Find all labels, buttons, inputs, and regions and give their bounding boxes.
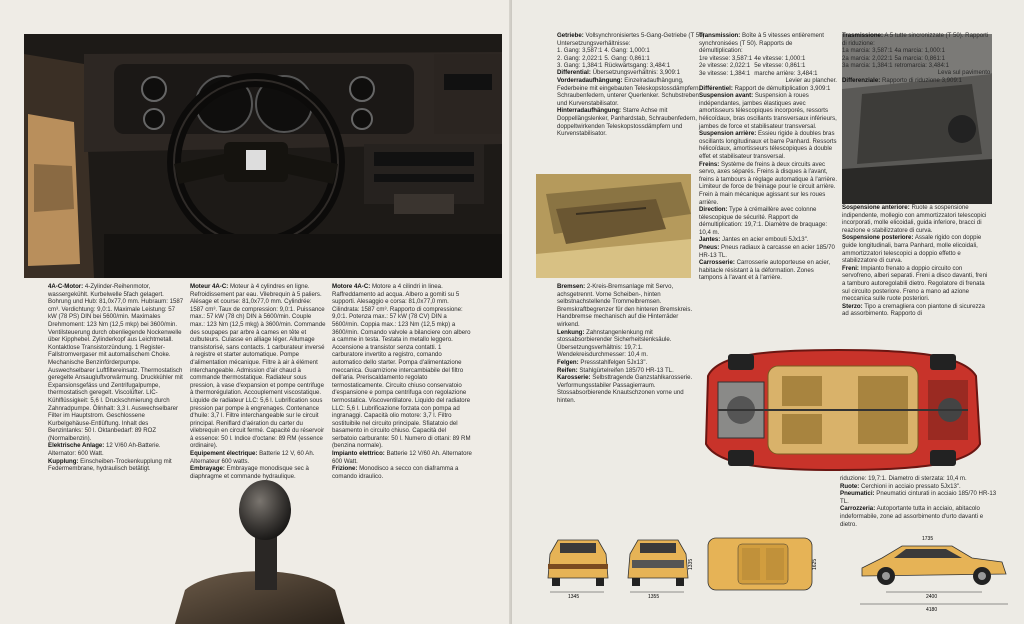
spec-text: Suspension à roues indépendantes, jambes élastiques avec amortisseurs télescopiques incorporés, ressorts hélicoïdaux, bras oscillants transversaux inférieurs, jambes de force et stabilisateur transversal. [699, 92, 837, 130]
gear-ratio-table [699, 55, 820, 77]
spec-text: Impianto frenato a doppio circuito con servofreno, alberi separati. Freni a disco davanti, freni a tamburo autoregolabili dietro. Regolatore di frenata sul circuito posteriore. Freno a mano ad azione meccanica sulle ruote posteriori. [842, 264, 988, 303]
rear-track-label: 1345 [568, 594, 580, 600]
height-label: 1335 [688, 558, 694, 570]
rear-interior-illustration [536, 174, 691, 278]
top-view-drawing [708, 538, 818, 590]
spec-heading: Felgen: [557, 358, 579, 366]
spec-heading: Sospensione anteriore: [842, 204, 910, 211]
spec-text: Starre Achse mit Doppellängslenker, Panhardstab, Schraubenfedern, doppeltwirkenden Teleskopstossdämpfern und Kurvenstabilisator. [557, 107, 697, 138]
spec-text: Einscheiben-Trockenkupplung mit Federmembrane, hydraulisch betätigt. [48, 457, 172, 473]
spec-text: Zahnstangenlenkung mit stossabsorbierender Sicherheitslenksäule. Übersetzungsverhältnis: 19,7:1. Wendekreisdurchmesser: 10,4 m. [557, 328, 672, 359]
french-engine-specs [190, 283, 326, 480]
spec-heading: Embrayage: [190, 465, 225, 473]
spec-text: Ruote a sospensione indipendente, mollegio con ammortizzatori telescopici incorporati, molle elicoidali, guida inferiore, bracci di reazione e stabilizzatore di curva. [842, 204, 987, 234]
gear-ratio: 4. Gang: 1,000:1 [604, 47, 650, 55]
dashboard-photo [24, 34, 502, 278]
spec-heading: Pneus: [699, 244, 720, 252]
spec-heading: Hinterradaufhängung: [557, 107, 621, 115]
gear-ratio-table [557, 47, 672, 69]
spec-text: Selbsttragende Ganzstahlkarosserie. Verformungsstabiler Passagierraum. Stossabsorbierende Knautschzonen vorne und hinten. [557, 374, 693, 404]
spec-text: 12 V/60 Ah-Batterie. Alternator: 600 Watt. [48, 442, 161, 458]
spec-heading: Transmission: [699, 32, 741, 39]
spec-heading: Ruote: [840, 482, 860, 490]
spec-heading: Motore 4A-C: [332, 283, 371, 290]
spec-heading: Freni: [842, 264, 859, 272]
rear-view-drawing [548, 540, 608, 600]
spec-text: Cerchioni in acciaio pressato 5Jx13". [861, 482, 961, 490]
spec-text: Assale rigido con doppie guide longitudinali, barra Panhard, molle elicoidali, ammortizzatori telescopici a doppio effetto e stabilizzatore di curva. [842, 234, 982, 265]
spec-text: Pneus radiaux à carcasse en acier 185/70 HR-13 TL. [699, 244, 835, 259]
spec-heading: Carrozzeria: [840, 505, 876, 513]
spec-heading: Kupplung: [48, 457, 79, 465]
spec-heading: Trasmissione: [842, 32, 883, 39]
spec-text: Boîte à 5 vitesses entièrement synchronisées (T 50). Rapports de démultiplication: [699, 32, 825, 55]
spec-heading: Jantes: [699, 236, 721, 244]
spec-text: A 5 tutte sincronizzate (T 50). Rapporti di riduzione: [842, 32, 989, 47]
gear-ratio: 4a marcia: 1,000:1 [894, 47, 945, 55]
spec-text: Embrayage monodisque sec à diaphragme et commande hydraulique. [190, 465, 309, 480]
spec-text: Rapport de démultiplication 3,909:1 [734, 84, 831, 92]
spec-text: Pressstahlfelgen 5Jx13". [580, 358, 648, 366]
gear-ratio: 1. Gang: 3,587:1 [557, 47, 603, 55]
gear-ratio: 5a marcia: 0,861:1 [894, 54, 945, 62]
gear-ratio: retromarcia: 3,484:1 [894, 62, 950, 69]
spec-text: Rapporto di riduzione 3,909:1 [881, 77, 962, 84]
spec-heading: Moteur 4A-C: [190, 283, 229, 290]
spec-heading: Frizione: [332, 465, 358, 473]
spec-text: Vollsynchronisiertes 5-Gang-Getriebe (T 50). Untersetzungsverhältnisse: [557, 32, 707, 47]
spec-text: Système de freins à deux circuits avec servo, axes séparés. Freins à disques à l'avant, freins à tambours à réglage automatique à l'arrière. Limiteur de force de freinage pour le circuit arrière. Frein à main mécanique agissant sur les roues arrière. [699, 160, 838, 206]
car-cutaway-drawing [698, 346, 983, 474]
gear-ratio: 3a marcia: 1,384:1 [842, 62, 893, 69]
spec-heading: Reifen: [557, 366, 578, 374]
german-drivetrain-specs [557, 32, 709, 138]
gear-ratio: 2e vitesse: 2,022:1 [699, 62, 751, 70]
italian-chassis-specs [840, 475, 998, 528]
length-label: 4180 [926, 607, 938, 613]
spec-text: Motore a 4 cilindri in linea. Raffreddamento ad acqua. Albero a gomiti su 5 supporti. Alesaggio e corsa: 81,0x77,0 mm. Cilindrata: 1587 cm³. Rapporto di compressione: 9,0:1. Potenza max.: 57 kW (78 CV) DIN a 5600/min. Coppia max.: 123 Nm (12,5 mkp) a 3600/min. Comando valvole a bilanciere con albero a camme in testa. Testata in metallo leggero. Accensione a transistor senza contatti. 1 carburatore invertito a registro, comando automatico dello starter. Pompa d'alimentazione meccanica. Guarnizione intercambiabile del filtro dell'aria. Preriscaldamento regolato termostaticamente. Circuito chiuso conservatoio d'espansione e pompa centrifuga con regolazione termostatica. Viscoventilatore. Liquido del radiatore LLC: 5,6 l. Lubrificazione forzata con pompa ad ingranaggi. Capacità olio motore: 3,7 l. Filtro sostituibile nel circuito principale. Sfiatatoio del basamento in circuito chiuso. Capacità del serbatoio carburante: 50 l. Numero di ottani: 89 RM (benzina normale). [332, 283, 471, 450]
front-view-drawing [628, 540, 694, 600]
dimension-drawings [542, 534, 1017, 614]
gear-ratio: 3. Gang: 1,384:1 [557, 62, 603, 69]
spec-heading: Suspension avant: [699, 92, 754, 100]
gear-ratio: 1re vitesse: 3,587:1 [699, 54, 753, 62]
gear-ratio: 1a marcia: 3,587:1 [842, 47, 893, 55]
spec-text: Übersetzungsverhältnis: 3,909:1 [592, 69, 680, 77]
spec-heading: Différentiel: [699, 84, 733, 92]
spec-heading: Equipement électrique: [190, 450, 258, 458]
spec-heading: Lenkung: [557, 328, 585, 336]
rear-interior-photo [536, 174, 691, 278]
side-view-drawing [860, 536, 1008, 613]
spec-text: Monodisco a secco con diaframma a comando idraulico. [332, 465, 459, 480]
spec-heading: Differential: [557, 69, 591, 77]
gear-ratio: 4e vitesse: 1,000:1 [754, 54, 806, 62]
german-engine-specs [48, 283, 184, 473]
gear-shifter-photo [175, 470, 345, 624]
spec-text: Tipo a cremagliera con piantone di sicurezza ad assorbimento. Rapporto di [842, 302, 985, 318]
overhang-label: 1735 [922, 536, 934, 542]
spec-text: Batterie 12 V/60 Ah. Alternatore 600 Watt. [332, 450, 472, 465]
spec-text: Batterie 12 V, 60 Ah. Alternateur 600 watts. [190, 450, 315, 465]
gear-ratio: 2a marcia: 2,022:1 [842, 54, 893, 62]
spec-text: riduzione: 19,7:1. Diametro di sterzata: 10,4 m. [840, 475, 967, 482]
right-page [512, 0, 1024, 624]
front-track-label: 1355 [648, 594, 660, 600]
spec-heading: Direction: [699, 206, 728, 214]
spec-heading: Karosserie: [557, 374, 591, 382]
spec-text: Autoportante tutta in acciaio, abitacolo indeformabile, zone ad assorbimento d'urto davanti e dietro. [840, 505, 984, 528]
spec-heading: 4A-C-Motor: [48, 283, 84, 290]
italian-engine-specs [332, 283, 472, 480]
wheelbase-label: 2400 [926, 594, 938, 600]
gear-ratio: 3e vitesse: 1,384:1 [699, 69, 751, 77]
gear-note: Leva sul pavimento. [937, 69, 992, 77]
spec-heading: Getriebe: [557, 32, 584, 39]
spec-heading: Differenziale: [842, 77, 881, 84]
width-label: 1625 [812, 558, 818, 570]
spec-heading: Bremsen: [557, 283, 586, 290]
gear-ratio: marche arrière: 3,484:1 [754, 69, 818, 77]
spec-text: Carrosserie autoporteuse en acier, habitacle résistant à la déformation. Zones tampons à l'avant et à l'arrière. [699, 259, 831, 282]
spec-text: 4-Zylinder-Reihenmotor, wassergekühlt. Kurbelwelle 5fach gelagert. Bohrung und Hub: 81,0x77,0 mm. Hubraum: 1587 cm³. Verdichtung: 9,0:1. Maximale Leistung: 57 kW (78 PS) DIN bei 5600/min. Maximales Drehmoment: 123 Nm (12,5 mkp) bei 3600/min. Ventilsteuerung durch obenliegende Nockenwelle über Kipphebel. Zylinderkopf aus Leichtmetall. Kontaktlose Transistorzündung. 1 Register-Fallstromvergaser mit automatischem Choke. Mechanische Benzinförderpumpe. Auswechselbarer Luftfiltereinsatz. Thermostatisch geregelte Ansaugluftvorwärmung. Druckkühler mit Expansionsgefäss und Zentrifugalpumpe, thermostatisch geregelt. Viscolüfter. LIC-Kühlflüssigkeit: 5,6 l. Druckschmierung durch Zahnradpumpe. Ölinhalt: 3,3 l. Auswechselbarer Filter im Hauptstrom. Geschlossene Kurbelgehäuse-Entlüftung. Inhalt des Benzintanks: 50 l. Oktanbedarf: 89 ROZ (Normalbenzin). [48, 283, 184, 442]
dashboard-illustration [24, 34, 502, 278]
gear-note: Levier au plancher. [785, 77, 837, 84]
spec-text: Type à crémaillère avec colonne télescopique de sécurité. Rapport de démultiplication: 19,7:1. Diamètre de braquage: 10,4 m. [699, 206, 828, 236]
spec-heading: Carrosserie: [699, 259, 735, 267]
spec-heading: Sterzo: [842, 302, 863, 310]
spec-text: Einzelradaufhängung, Federbeine mit eingebauten Teleskopstossdämpfern, Schraubenfedern, unterer Querlenker. Schubstreben und Kurvenstabilisator. [557, 77, 701, 107]
spec-heading: Suspension arrière: [699, 130, 757, 138]
spec-heading: Freins: [699, 160, 720, 168]
german-chassis-specs [557, 283, 697, 405]
spec-heading: Elektrische Anlage: [48, 442, 105, 450]
spec-text: Essieu rigide à doubles bras oscillants longitudinaux et barre Panhard. Ressorts hélicoïdaux, amortisseurs télescopiques à double effet et stabilisateur transversal. [699, 130, 837, 160]
spec-text: 2-Kreis-Bremsanlage mit Servo, achsgetrennt. Vorne Scheiben-, hinten selbstnachstellende Trommelbremsen. Bremskraftbegrenzer für den hinteren Bremskreis. Handbremse mechanisch auf die Hinterräder wirkend. [557, 283, 693, 328]
spec-heading: Impianto elettrico: [332, 450, 385, 458]
italian-suspension-specs [842, 204, 992, 318]
spec-heading: Vorderradaufhängung: [557, 77, 623, 84]
gear-ratio: 5. Gang: 0,861:1 [604, 54, 650, 62]
gear-shifter-illustration [175, 470, 345, 624]
gear-ratio-table [842, 47, 951, 69]
italian-drivetrain-specs [842, 32, 992, 85]
spec-heading: Pneumatici: [840, 490, 875, 498]
gear-ratio: 5e vitesse: 0,861:1 [754, 62, 806, 70]
spec-text: Pneumatici cinturati in acciaio 185/70 HR-13 TL. [840, 490, 997, 505]
spec-text: Stahlgürtelreifen 185/70 HR-13 TL. [579, 366, 674, 374]
gear-ratio: 2. Gang: 2,022:1 [557, 54, 603, 62]
spec-text: Moteur à 4 cylindres en ligne. Refroidissement par eau. Vilebrequin à 5 paliers. Alésage et course: 81,0x77,0 mm. Cylindrée: 1587 cm³. Taux de compression: 9,0:1. Puissance max.: 57 kW (78 ch) DIN à 5600/min. Couple max.: 123 Nm (12,5 mkg) à 3600/min. Commande des soupapes par arbre à cames en tête et culbuteurs. Culasse en alliage léger. Allumage transistorisé, sans contacts. 1 carburateur inversé à registre et starter automatique. Pompe d'alimentation mécanique. Filtre à air à élément interchangeable. Admission d'air chaud à commande thermostatique. Radiateur sous pression, à vase d'expansion et pompe centrifuge à thermorégulation. Accouplement viscostatique. Liquide de radiateur LLC: 5,6 l. Lubrification sous pression par pompe à engrenages. Contenance d'huile: 3,7 l. Filtre interchangeable sur le circuit principal. Reniflard d'aération du carter du vilebrequin en circuit fermé. Capacité du réservoir à essence: 50 l. Indice d'octane: 89 RM (essence ordinaire). [190, 283, 326, 450]
spec-heading: Sospensione posteriore: [842, 234, 914, 242]
french-drivetrain-specs [699, 32, 837, 282]
car-cutaway-illustration [698, 346, 983, 474]
gear-ratio: Rückwärtsgang: 3,484:1 [604, 62, 671, 69]
spec-text: Jantes en acier embouti 5Jx13". [722, 236, 809, 244]
